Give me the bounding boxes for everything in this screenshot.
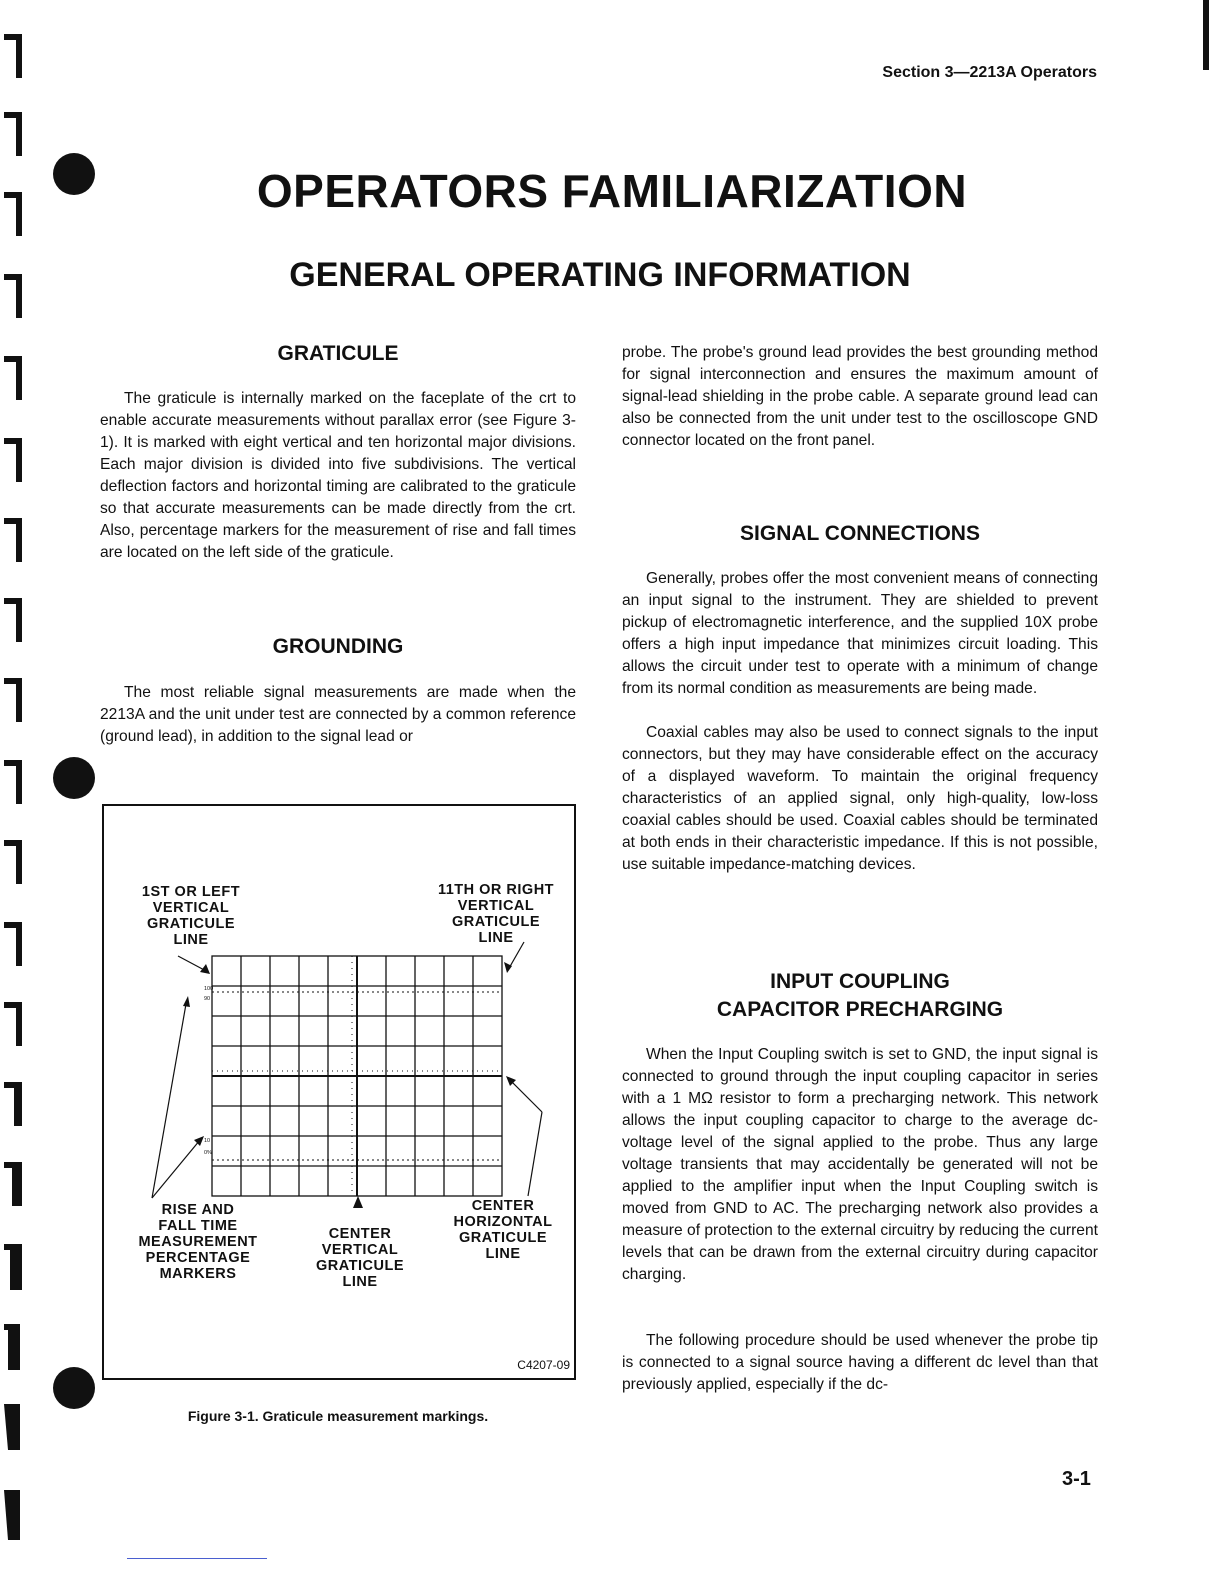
- binding-hole-2: [52, 756, 96, 800]
- input-coupling-body: [622, 1044, 1098, 1396]
- label-left-vertical-line: [106, 884, 276, 948]
- marker-90-label: 90: [204, 996, 211, 1002]
- label-line: LINE: [485, 1246, 521, 1262]
- label-line: LINE: [342, 1274, 378, 1290]
- graticule-paragraph: The graticule is internally marked on the faceplate of the crt to enable accurate measurements without parallax error (see Figure 3-1). It is marked with eight vertical and ten horizontal major divisions. Each major division is divided into five subdivisions. The vertical deflection factors and horizontal timing are calibrated to the graticule so that accurate measurements can be made directly from the crt. Also, percentage markers for the measurement of rise and fall times are located on the left side of the graticule.: [100, 390, 576, 561]
- input-coupling-paragraph-1: When the Input Coupling switch is set to GND, the input signal is connected to ground through the input coupling capacitor in series with a 1 MΩ resistor to form a precharging network. This network allows the input coupling capacitor to charge to the average dc-voltage level of the signal applied to the probe. Thus any large voltage transients that may accidentally be generated will not be applied to the amplifier input when the Input Coupling switch is moved from GND to AC. The precharging network also provides a measure of protection to the external circuitry by reducing the current levels that can be drawn from the external circuitry during capacitor charging.: [622, 1046, 1098, 1283]
- input-coupling-paragraph-2: The following procedure should be used whenever the probe tip is connected to a signal source having a different dc level than that previously applied, especially if the dc-: [622, 1332, 1098, 1393]
- right-edge-rule: [1203, 0, 1209, 70]
- binding-hole-3: [52, 1366, 96, 1410]
- grounding-body: [100, 682, 576, 748]
- marker-100-label: 100: [204, 986, 214, 992]
- label-line: FALL TIME: [158, 1218, 238, 1234]
- graticule-heading: GRATICULE: [277, 342, 399, 365]
- label-center-vertical-line: [280, 1226, 440, 1290]
- label-line: VERTICAL: [152, 900, 230, 916]
- input-coupling-heading: [622, 968, 1098, 1024]
- label-line: MEASUREMENT: [138, 1234, 258, 1250]
- label-line: GRATICULE: [315, 1258, 404, 1274]
- figure-code: C4207-09: [517, 1358, 570, 1372]
- label-line: GRATICULE: [451, 914, 540, 930]
- binding-edge-marks: [0, 0, 40, 1584]
- signal-connections-body: [622, 568, 1098, 876]
- label-line: LINE: [173, 932, 209, 948]
- label-line: VERTICAL: [457, 898, 535, 914]
- signal-connections-paragraph-1: Generally, probes offer the most convenient means of connecting an input signal to the instrument. They are shielded to prevent pickup of electromagnetic interference, and the supplied 10X probe offers a high input impedance that minimizes circuit loading. This allows the circuit under test to operate with a minimum of change from its normal condition as measurements are being made.: [622, 570, 1098, 697]
- page-title: OPERATORS FAMILIARIZATION: [256, 165, 968, 217]
- figure-caption: Figure 3-1. Graticule measurement markings.: [187, 1408, 489, 1424]
- marker-0-label: 0%: [204, 1150, 212, 1156]
- label-line: PERCENTAGE: [145, 1250, 251, 1266]
- label-line: CENTER: [328, 1226, 392, 1242]
- label-line: 1ST OR LEFT: [141, 884, 241, 900]
- label-line: CENTER: [471, 1198, 535, 1214]
- page-number: 3-1: [1062, 1468, 1091, 1490]
- signal-connections-heading: SIGNAL CONNECTIONS: [740, 522, 980, 545]
- grounding-continued: [622, 342, 1098, 452]
- label-line: LINE: [478, 930, 514, 946]
- label-line: MARKERS: [159, 1266, 237, 1282]
- marker-10-label: 10: [204, 1138, 211, 1144]
- label-line: 11TH OR RIGHT: [437, 882, 555, 898]
- label-right-vertical-line: [420, 882, 572, 946]
- heading-line: INPUT COUPLING: [770, 970, 950, 993]
- figure-frame: [102, 804, 576, 1380]
- graticule-body: [100, 388, 576, 564]
- heading-line: CAPACITOR PRECHARGING: [716, 998, 1004, 1021]
- label-line: GRATICULE: [146, 916, 235, 932]
- label-line: VERTICAL: [321, 1242, 399, 1258]
- label-line: GRATICULE: [458, 1230, 547, 1246]
- grounding-heading: GROUNDING: [272, 635, 404, 658]
- label-line: HORIZONTAL: [453, 1214, 553, 1230]
- bottom-rule: [127, 1558, 267, 1559]
- grounding-paragraph: The most reliable signal measurements are made when the 2213A and the unit under test are connected by a common reference (ground lead), in addition to the signal lead or: [100, 684, 576, 745]
- signal-connections-paragraph-2: Coaxial cables may also be used to connect signals to the input connectors, but they may have considerable effect on the accuracy of a displayed waveform. To maintain the original frequency characteristics of an applied signal, only high-quality, low-loss coaxial cables should be used. Coaxial cables should be terminated at both ends in their characteristic impedance. If this is not possible, use suitable impedance-matching devices.: [622, 724, 1098, 873]
- page-subtitle: GENERAL OPERATING INFORMATION: [289, 256, 911, 294]
- grounding-continued-paragraph: probe. The probe's ground lead provides the best grounding method for signal interconnection and ensures the maximum amount of signal-lead shielding in the probe cable. A separate ground lead can also be connected from the unit under test to the oscilloscope GND connector located on the front panel.: [622, 344, 1098, 449]
- label-center-horizontal-line: [430, 1198, 576, 1262]
- label-rise-fall-markers: [108, 1202, 288, 1282]
- section-header: Section 3—2213A Operators: [882, 64, 1097, 81]
- label-line: RISE AND: [161, 1202, 235, 1218]
